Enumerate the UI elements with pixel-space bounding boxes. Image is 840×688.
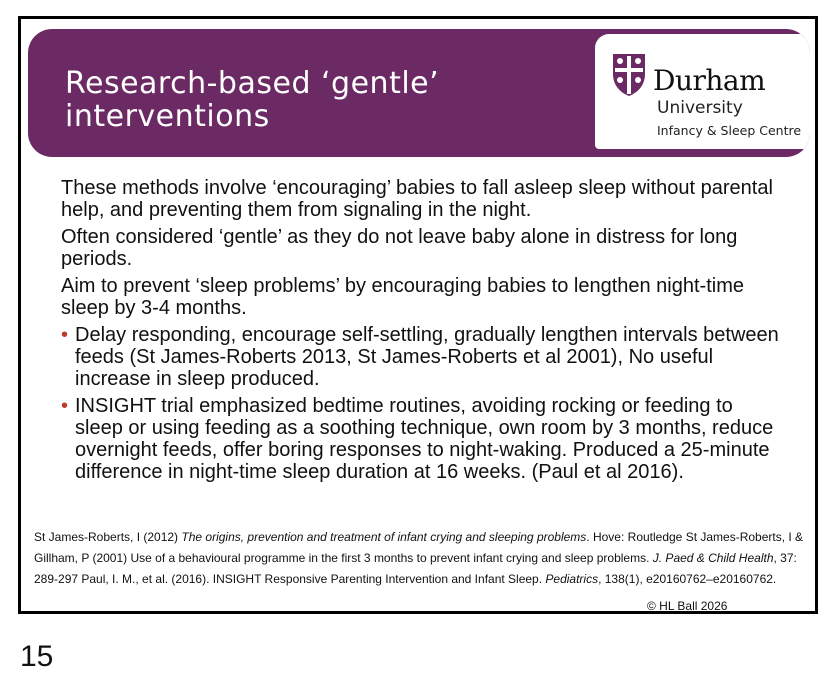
- bullet-item: [61, 395, 783, 483]
- bullet-text: Delay responding, encourage self-settling, gradually lengthen intervals between feeds (St James-Roberts 2013, St James-Roberts et al 2001), No useful increase in sleep produced.: [75, 324, 779, 390]
- ref-text: St James-Roberts, I (2012): [34, 530, 182, 544]
- ref-text: . Hove: Routledge St James-Roberts, I & Gillham, P (2001) Use of a behavioural programme in the first 3 months to prevent infant crying and sleep problems.: [34, 530, 804, 565]
- ref-text: , 37: 289-297 Paul, I. M., et al. (2016). INSIGHT Responsive Parenting Intervention and Infant Sleep.: [34, 551, 797, 586]
- logo-centre: Infancy & Sleep Centre: [657, 123, 802, 138]
- durham-logo: [595, 34, 810, 149]
- slide-body: [61, 177, 783, 488]
- durham-shield-icon: [611, 52, 647, 98]
- bullet-item: [61, 324, 783, 390]
- page-number: 15: [20, 640, 54, 673]
- paragraph: These methods involve ‘encouraging’ babies to fall asleep sleep without parental help, and preventing them from signaling in the night.: [61, 177, 773, 221]
- references: [34, 527, 804, 590]
- logo-university: University: [657, 98, 743, 118]
- bullet-icon: •: [61, 395, 69, 417]
- logo-name: Durham: [653, 64, 766, 97]
- slide: [18, 16, 818, 614]
- ref-journal: J. Paed & Child Health: [652, 551, 774, 565]
- slide-title: Research-based ‘gentle’ interventions: [65, 66, 440, 134]
- ref-journal: Pediatrics: [545, 572, 599, 586]
- bullet-icon: •: [61, 324, 69, 346]
- ref-text: , 138(1), e20160762–e20160762.: [598, 572, 777, 586]
- title-banner: [28, 29, 810, 157]
- copyright: © HL Ball 2026: [647, 599, 728, 613]
- ref-book-title: The origins, prevention and treatment of infant crying and sleeping problems: [181, 530, 587, 544]
- paragraph: Often considered ‘gentle’ as they do not leave baby alone in distress for long periods.: [61, 226, 738, 270]
- bullet-text: INSIGHT trial emphasized bedtime routines, avoiding rocking or feeding to sleep or using feeding as a soothing technique, own room by 3 months, reduce overnight feeds, offer boring responses to night-waking. Produced a 25-minute difference in night-time sleep duration at 16 weeks. (Paul et al 2016).: [75, 395, 774, 483]
- paragraph: Aim to prevent ‘sleep problems’ by encouraging babies to lengthen night-time sleep by 3-4 months.: [61, 275, 744, 319]
